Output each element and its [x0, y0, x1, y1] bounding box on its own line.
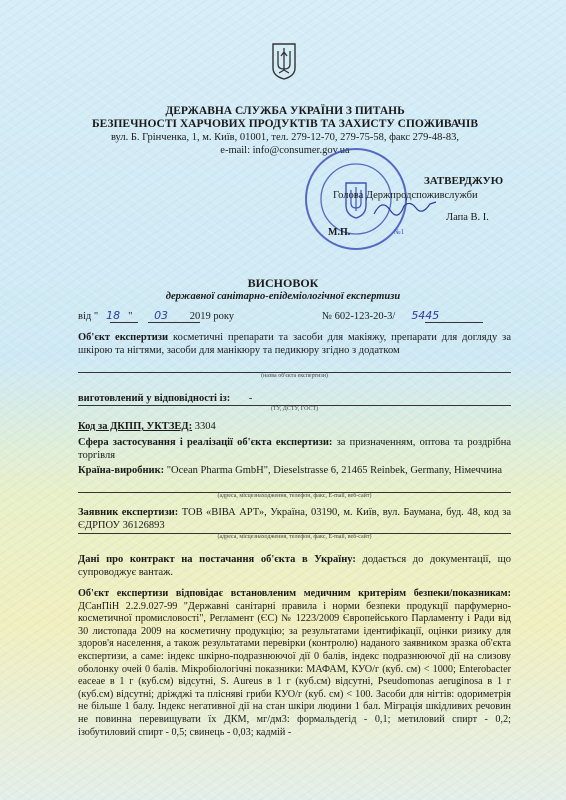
approval-role: Голова Держпродспоживслужби	[333, 190, 478, 201]
object-caption: (назва об'єкта експертизи)	[261, 373, 328, 379]
applicant-section	[78, 506, 511, 532]
applicant-label: Заявник експертизи:	[78, 507, 179, 518]
manufactured-section	[78, 392, 511, 405]
approval-name: Лапа В. І.	[446, 212, 489, 223]
document-date: від " 18 " 03 2019 року	[78, 309, 235, 322]
sphere-text: за призначенням, оптова та роздрібна торгівля	[78, 437, 511, 462]
document-number: № 602-123-20-3/ 5445	[322, 309, 455, 322]
document-subtitle: державної санітарно-епідеміологічної експертизи	[165, 291, 401, 302]
country-caption: (адреса, місцезнаходження, телефон, факс, E-mail, веб-сайт)	[217, 493, 372, 499]
org-address: вул. Б. Грінченка, 1, м. Київ, 01001, тел. 279-12-70, 279-75-58, факс 279-48-83,	[110, 132, 460, 143]
signature	[370, 196, 440, 220]
stamp-number: №1	[394, 228, 405, 236]
country-section	[78, 464, 511, 477]
applicant-caption: (адреса, місцезнаходження, телефон, факс, E-mail, веб-сайт)	[217, 534, 372, 540]
approval-title: ЗАТВЕРДЖУЮ	[424, 175, 504, 187]
code-value: 3304	[194, 421, 216, 432]
code-section	[78, 420, 511, 433]
document-title: ВИСНОВОК	[247, 276, 319, 290]
number-suffix: 5445	[411, 309, 440, 322]
manufactured-label: виготовлений у відповідності із:	[78, 393, 231, 404]
applicant-text: ТОВ «ВІВА АРТ», Україна, 03190, м. Київ, вул. Баумана, буд. 48, код за ЄДРПОУ 36126893	[78, 507, 511, 532]
object-text: косметичні препарати та засоби для макіяжу, препарати для догляду за шкірою та нігтями, засоби для манікюру та педикюру згідно з додатком	[78, 332, 511, 357]
criteria-label: Об'єкт експертизи відповідає встановленим медичним критеріям безпеки/показникам:	[78, 588, 511, 599]
country-text: "Ocean Pharma GmbH", Dieselstrasse 6, 21465 Reinbek, Germany, Німеччина	[166, 465, 502, 476]
object-section	[78, 331, 511, 357]
org-name-line2: БЕЗПЕЧНОСТІ ХАРЧОВИХ ПРОДУКТІВ ТА ЗАХИСТУ СПОЖИВАЧІВ	[91, 118, 478, 130]
criteria-text: ДСанПіН 2.2.9.027-99 "Державні санітарні правила і норми безпеки продукції парфумерно-косметичної промисловості", Регламент (ЄС) № 1223/2009 Європейського Парламенту і Ради від 30 листопада 2009 на косметичну продукцію; за результатами ідентифікації, оцінки ризику для здоров'я населення, а також результатами перевірки (контролю) наданого заявником зразка об'єкта експертизи, а саме: індекс шкірно-подразнюючої дії 0 балів, індекс подразнюючої дії на слизову оболонку очей 0 балів. Мікробіологічні показники: МАФАМ, КУО/г (куб. см) < 1000; Enterobacter eaceae в 1 г (куб.см) відсутні, S. Aureus в 1 г (куб.см) відсутні, Pseudomonas aeruginosa в 1 г (куб.см) відсутні; дріжджі та плісняві гриби КУО/г (куб. см) < 100. Засоби для нігтів: одориметрія не більше 1 балу. Індекс негативної дії на стан шкіри людини 1 бал. Міграція шкідливих речовин не повинна перевищувати їх ДКМ, мг/дм3: формальдегід - 0,1; метиловий спирт - 0,2; ізобутиловий спирт - 0,5; свинець - 0,03; кадмій -	[78, 600, 511, 738]
country-label: Країна-виробник:	[78, 465, 165, 476]
coat-of-arms-icon	[271, 42, 297, 80]
org-email: e-mail: info@consumer.gov.ua	[220, 145, 350, 156]
sphere-label: Сфера застосування і реалізації об'єкта експертизи:	[78, 437, 333, 448]
org-name-line1: ДЕРЖАВНА СЛУЖБА УКРАЇНИ З ПИТАНЬ	[165, 105, 405, 117]
date-day: 18	[106, 309, 121, 322]
manufactured-value: -	[248, 393, 253, 404]
code-label: Код за ДКПП, УКТЗЕД:	[78, 421, 193, 432]
manufactured-caption: (ТУ, ДСТУ, ГОСТ)	[270, 406, 319, 412]
approval-mp: М.П.	[328, 227, 351, 238]
criteria-section	[78, 588, 511, 739]
date-month: 03	[154, 309, 169, 322]
sphere-section	[78, 436, 511, 462]
object-label: Об'єкт експертизи	[78, 332, 169, 343]
contract-text: додається до документації, що супроводжує вантаж.	[78, 554, 511, 579]
contract-section	[78, 553, 511, 579]
contract-label: Дані про контракт на постачання об'єкта в Україну:	[78, 554, 356, 565]
